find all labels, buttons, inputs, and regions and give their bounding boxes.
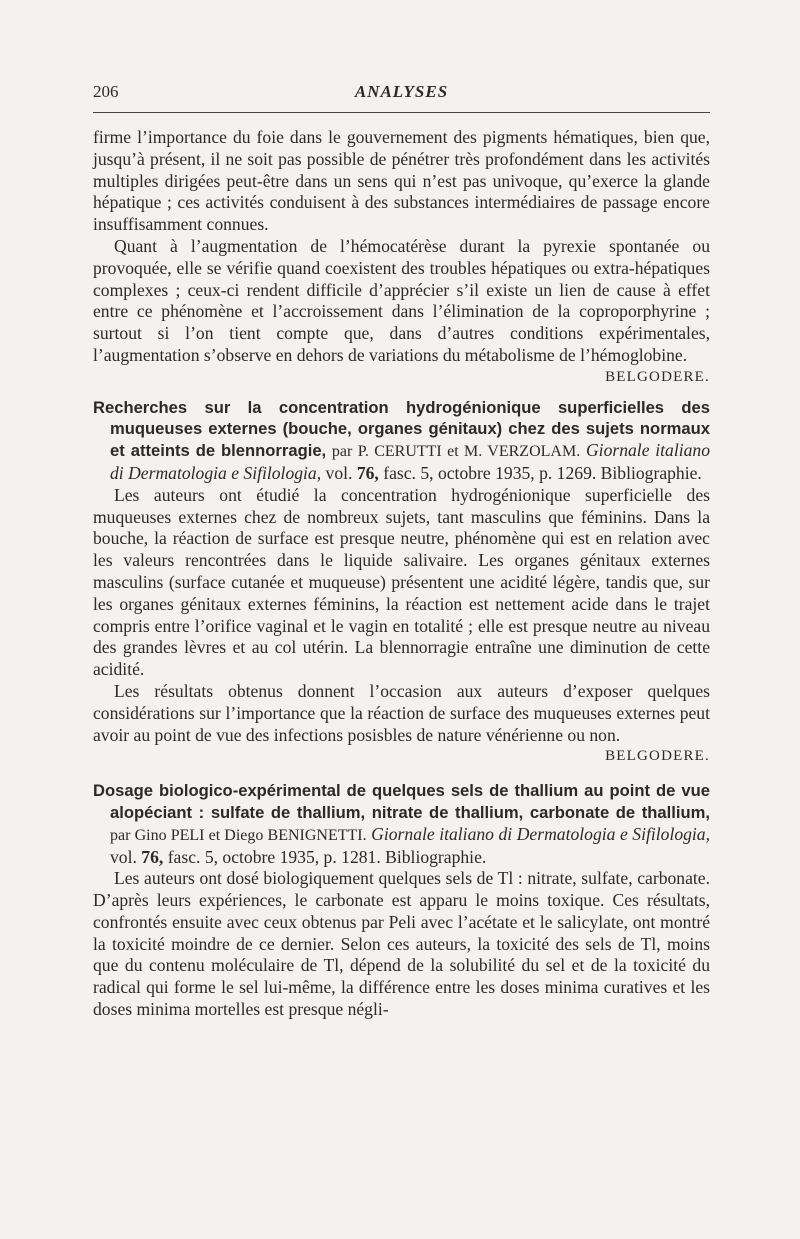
article-title: Dosage biologico-expérimental de quelques sels de thallium au point de vue alopéciant : sulfate de thallium, nitrate de thallium, carbonate de thallium, — [93, 781, 710, 822]
body-paragraph: Les auteurs ont étudié la concentration hydrogénionique superficielle des muqueuses externes chez de nombreux sujets, tant masculins que féminins. Dans la bouche, la réaction de surface est presque neutre, phénomène qui est en relation avec les valeurs rencontrées dans le liquide salivaire. Les organes génitaux externes masculins (surface cutanée et muqueuse) présentent une acidité légère, tandis que, sur les organes génitaux externes féminins, la réaction est nettement acide dans le trajet compris entre l’orifice vaginal et le vagin en totalité ; elle est presque neutre au niveau des grandes lèvres et au col utérin. La blennorragie entraîne une diminution de cette acidité. — [93, 484, 710, 680]
section-gap — [93, 768, 710, 780]
volume-prefix: vol. — [325, 462, 353, 483]
journal-name: Giornale italiano di Dermatologia e Sifilologia, — [110, 440, 710, 483]
running-header — [93, 82, 710, 113]
reviewer-signature: BELGODERE. — [605, 368, 710, 385]
journal-name: Giornale italiano di Dermatologia e Sifilologia, — [371, 823, 711, 844]
page-number: 206 — [93, 82, 119, 101]
article-authors: par P. CERUTTI et M. VERZOLAM. — [331, 443, 581, 461]
running-title: ANALYSES — [354, 82, 449, 101]
article-authors: par Gino PELI et Diego BENIGNETTI. — [110, 826, 367, 844]
volume-number: 76, — [356, 462, 379, 483]
article-title: Recherches sur la concentration hydrogénionique superficielles des muqueuses externes (bouche, organes génitaux) chez des sujets normaux et atteints de blennorragie, — [93, 397, 710, 461]
reviewer-signature: BELGODERE. — [605, 748, 710, 765]
volume-number: 76, — [141, 846, 164, 867]
previous-article-continuation — [93, 127, 710, 389]
paragraph-text: Les résultats obtenus donnent l’occasion aux auteurs d’exposer quelques considérations sur l’importance que la réaction de surface des muqueuses externes peut avoir au point de vue des infections posisbles de nature vénérienne ou non. — [93, 680, 710, 745]
body-paragraph: Quant à l’augmentation de l’hémocatérèse durant la pyrexie spontanée ou provoquée, elle se vérifie quand coexistent des troubles hépatiques ou extra-hépatiques complexes ; ceux-ci rendent difficile d’apprécier s’il existe un lien de cause à effet entre ce phénomène et l’accroissement dans l’élimination de la coproporphyrine ; surtout si l’on tient compte que, dans d’autres conditions expérimentales, l’augmentation s’observe en dehors de variations du métabolisme de l’hémoglobine. — [93, 235, 710, 365]
article-entry — [93, 780, 710, 1021]
issue-reference: fasc. 5, octobre 1935, p. 1269. Bibliographie. — [383, 462, 702, 483]
body-paragraph-with-signature — [93, 680, 710, 765]
volume-prefix: vol. — [110, 846, 137, 867]
issue-reference: fasc. 5, octobre 1935, p. 1281. Bibliographie. — [167, 846, 487, 867]
article-heading — [93, 780, 710, 868]
body-paragraph: Les auteurs ont dosé biologiquement quelques sels de Tl : nitrate, sulfate, carbonate. D’après leurs expériences, le carbonate est apparu le moins toxique. Ces résultats, confrontés ensuite avec ceux obtenus par Peli avec l’acétate et le salicylate, ont montré la toxicité moindre de ce dernier. Selon ces auteurs, la toxicité des sels de Tl, moins que du contenu moléculaire de Tl, dépend de la solubilité du sel et de la toxicité du radical qui forme le sel lui-même, la différence entre les doses minima curatives et les doses minima mortelles est presque négli- — [93, 868, 710, 1020]
body-paragraph: firme l’importance du foie dans le gouvernement des pigments hématiques, bien que, jusqu’à présent, il ne soit pas possible de pénétrer très profondément dans les activités multiples dirigées peut-être dans un sens qui n’est pas univoque, qu’exerce la glande hépatique ; ces activités conduisent à des substances intermédiaires de passage encore insuffisamment connues. — [93, 127, 710, 235]
article-entry — [93, 397, 710, 769]
article-heading — [93, 397, 710, 485]
